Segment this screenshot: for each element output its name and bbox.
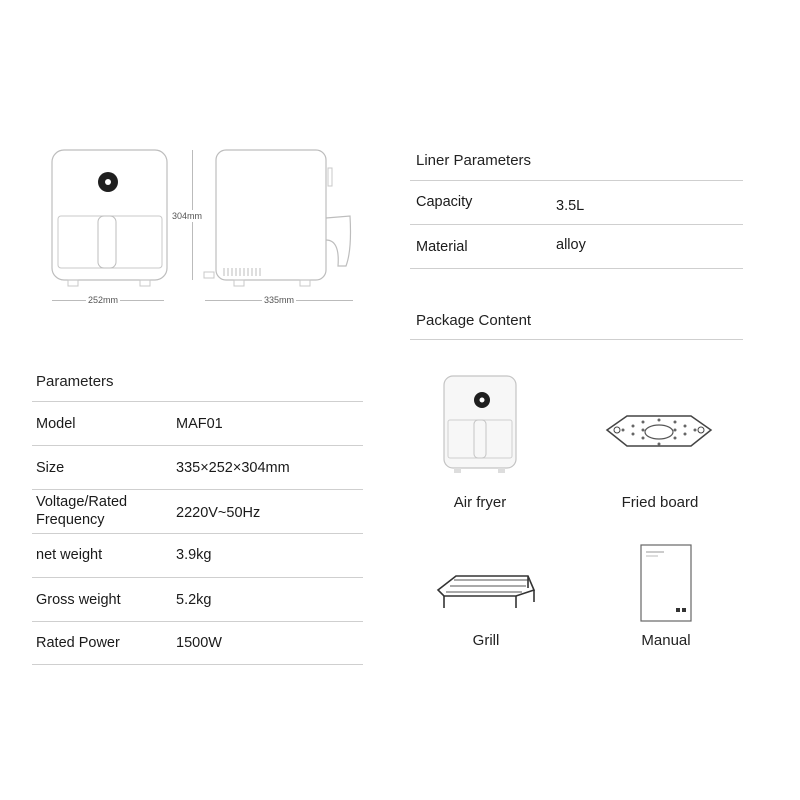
liner-divider-0 bbox=[410, 180, 743, 181]
param-size-label: Size bbox=[36, 460, 65, 476]
param-rated-power-label: Rated Power bbox=[36, 635, 120, 651]
package-item-manual: Manual bbox=[641, 632, 691, 649]
liner-capacity-label: Capacity bbox=[416, 194, 473, 210]
package-item-grill: Grill bbox=[472, 632, 500, 649]
parameters-divider-6 bbox=[32, 664, 363, 665]
param-voltage-label: Voltage/Rated Frequency bbox=[36, 494, 128, 528]
parameters-divider-4 bbox=[32, 577, 363, 578]
air-fryer-image bbox=[438, 372, 520, 476]
param-voltage-value: 2220V~50Hz bbox=[176, 505, 261, 521]
parameters-divider-0 bbox=[32, 401, 363, 402]
liner-divider-1 bbox=[410, 224, 743, 225]
package-item-fried-board: Fried board bbox=[621, 494, 699, 511]
param-gross-weight-label: Gross weight bbox=[36, 592, 121, 608]
air-fryer-side-diagram bbox=[200, 140, 360, 310]
param-rated-power-value: 1500W bbox=[176, 635, 222, 651]
fried-board-image bbox=[603, 410, 715, 454]
param-net-weight-value: 3.9kg bbox=[176, 547, 212, 563]
air-fryer-icon bbox=[438, 372, 520, 476]
param-size-value: 335×252×304mm bbox=[176, 460, 290, 476]
param-gross-weight-value: 5.2kg bbox=[176, 592, 212, 608]
air-fryer-front-diagram bbox=[40, 140, 180, 310]
param-net-weight-label: net weight bbox=[36, 547, 103, 563]
parameters-divider-1 bbox=[32, 445, 363, 446]
param-model-label: Model bbox=[36, 416, 76, 432]
liner-material-value: alloy bbox=[556, 237, 586, 253]
width-dimension-label: 252mm bbox=[88, 295, 119, 305]
manual-icon bbox=[640, 544, 692, 622]
liner-parameters-title: Liner Parameters bbox=[416, 152, 532, 169]
grill-icon bbox=[430, 568, 542, 612]
parameters-title: Parameters bbox=[36, 373, 114, 390]
height-dimension-label: 304mm bbox=[172, 211, 203, 221]
param-model-value: MAF01 bbox=[176, 416, 223, 432]
package-item-air-fryer: Air fryer bbox=[453, 494, 507, 511]
liner-divider-2 bbox=[410, 268, 743, 269]
front-view-drawing bbox=[40, 140, 180, 310]
package-divider bbox=[410, 339, 743, 340]
manual-image bbox=[640, 544, 692, 622]
parameters-divider-5 bbox=[32, 621, 363, 622]
parameters-divider-3 bbox=[32, 533, 363, 534]
fried-board-icon bbox=[603, 410, 715, 454]
liner-capacity-value: 3.5L bbox=[556, 198, 585, 214]
parameters-divider-2 bbox=[32, 489, 363, 490]
liner-material-label: Material bbox=[416, 239, 468, 255]
depth-dimension-label: 335mm bbox=[264, 295, 295, 305]
package-content-title: Package Content bbox=[416, 312, 532, 329]
grill-image bbox=[430, 568, 542, 612]
side-view-drawing bbox=[200, 140, 360, 310]
